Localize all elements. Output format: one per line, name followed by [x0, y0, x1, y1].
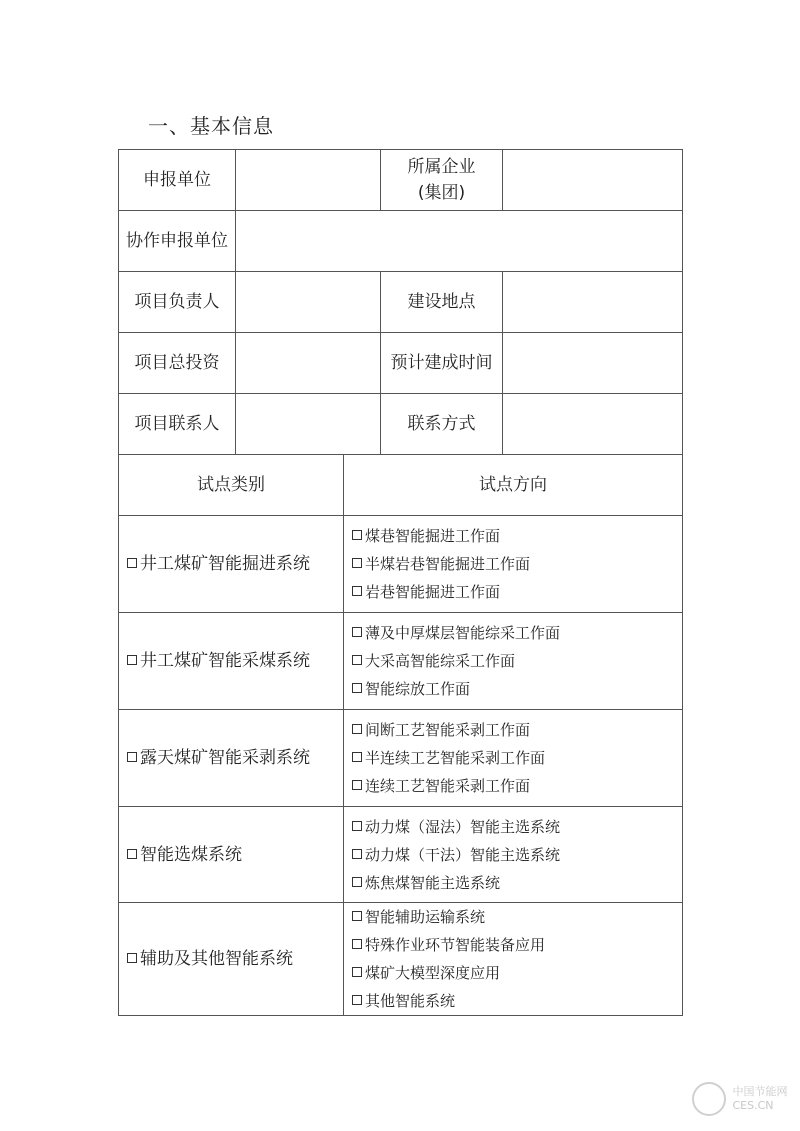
direction-label: 动力煤（干法）智能主选系统: [365, 845, 561, 864]
direction-option[interactable]: [352, 578, 682, 606]
direction-label: 特殊作业环节智能装备应用: [365, 936, 546, 954]
label-co-applicant: 协作申报单位: [119, 211, 236, 272]
watermark-logo-icon: [692, 1082, 726, 1116]
label-contact-method: 联系方式: [381, 394, 503, 455]
label-line: 所属企业: [407, 157, 476, 177]
header-category: 试点类别: [119, 455, 344, 516]
watermark-text: 中国节能网: [732, 1085, 788, 1098]
pilot-category[interactable]: [119, 807, 344, 903]
pilot-table: [118, 454, 683, 1016]
direction-label: 炼焦煤智能主选系统: [365, 873, 501, 892]
direction-label: 煤矿大模型深度应用: [365, 964, 501, 982]
direction-option[interactable]: [352, 619, 682, 647]
checkbox-icon[interactable]: [352, 724, 362, 734]
pilot-directions: [344, 903, 683, 1016]
checkbox-icon[interactable]: [352, 849, 362, 859]
pilot-directions: [344, 807, 683, 903]
checkbox-icon[interactable]: [352, 995, 362, 1005]
watermark: [692, 1082, 788, 1116]
category-label: 智能选煤系统: [140, 844, 242, 865]
direction-option[interactable]: [352, 675, 682, 703]
pilot-group-row: [119, 710, 683, 807]
label-applicant-unit: 申报单位: [119, 150, 236, 211]
direction-option[interactable]: [352, 841, 682, 869]
direction-option[interactable]: [352, 813, 682, 841]
label-line: (集团): [417, 183, 466, 203]
direction-label: 智能综放工作面: [365, 680, 471, 698]
field-project-leader[interactable]: [236, 272, 381, 333]
pilot-group-row: [119, 807, 683, 903]
label-parent-company: [381, 150, 503, 211]
direction-option[interactable]: [352, 931, 682, 959]
direction-option[interactable]: [352, 772, 682, 800]
direction-label: 间断工艺智能采剥工作面: [365, 721, 531, 739]
checkbox-icon[interactable]: [127, 558, 137, 568]
field-parent-company[interactable]: [503, 150, 683, 211]
category-label: 井工煤矿智能采煤系统: [140, 651, 310, 671]
pilot-category[interactable]: [119, 903, 344, 1016]
field-build-location[interactable]: [503, 272, 683, 333]
checkbox-icon[interactable]: [352, 939, 362, 949]
direction-label: 半连续工艺智能采剥工作面: [365, 749, 546, 767]
category-label: 辅助及其他智能系统: [140, 949, 293, 969]
direction-option[interactable]: [352, 959, 682, 987]
checkbox-icon[interactable]: [352, 821, 362, 831]
label-project-leader: 项目负责人: [119, 272, 236, 333]
pilot-directions: [344, 613, 683, 710]
field-co-applicant[interactable]: [236, 211, 683, 272]
direction-option[interactable]: [352, 903, 682, 931]
field-applicant-unit[interactable]: [236, 150, 381, 211]
category-label: 井工煤矿智能掘进系统: [140, 554, 310, 574]
pilot-group-row: [119, 903, 683, 1016]
pilot-category[interactable]: [119, 613, 344, 710]
checkbox-icon[interactable]: [127, 953, 137, 963]
checkbox-icon[interactable]: [127, 752, 137, 762]
pilot-group-row: [119, 516, 683, 613]
category-label: 露天煤矿智能采剥系统: [140, 748, 310, 768]
direction-label: 其他智能系统: [365, 992, 456, 1010]
direction-option[interactable]: [352, 522, 682, 550]
direction-label: 大采高智能综采工作面: [365, 652, 516, 670]
header-direction: 试点方向: [344, 455, 683, 516]
label-build-location: 建设地点: [381, 272, 503, 333]
direction-label: 薄及中厚煤层智能综采工作面: [365, 624, 561, 642]
direction-label: 连续工艺智能采剥工作面: [365, 777, 531, 795]
label-total-investment: 项目总投资: [119, 333, 236, 394]
field-expected-completion[interactable]: [503, 333, 683, 394]
checkbox-icon[interactable]: [352, 627, 362, 637]
basic-info-table: [118, 149, 683, 455]
direction-option[interactable]: [352, 987, 682, 1015]
watermark-text: CES.CN: [732, 1099, 774, 1112]
checkbox-icon[interactable]: [127, 849, 137, 859]
checkbox-icon[interactable]: [127, 655, 137, 665]
checkbox-icon[interactable]: [352, 877, 362, 887]
direction-label: 智能辅助运输系统: [365, 908, 486, 926]
direction-label: 半煤岩巷智能掘进工作面: [365, 555, 531, 573]
checkbox-icon[interactable]: [352, 586, 362, 596]
label-expected-completion: 预计建成时间: [381, 333, 503, 394]
field-project-contact[interactable]: [236, 394, 381, 455]
pilot-group-row: [119, 613, 683, 710]
field-contact-method[interactable]: [503, 394, 683, 455]
checkbox-icon[interactable]: [352, 911, 362, 921]
checkbox-icon[interactable]: [352, 683, 362, 693]
direction-option[interactable]: [352, 869, 682, 897]
direction-option[interactable]: [352, 744, 682, 772]
pilot-category[interactable]: [119, 710, 344, 807]
field-total-investment[interactable]: [236, 333, 381, 394]
pilot-category[interactable]: [119, 516, 344, 613]
direction-option[interactable]: [352, 716, 682, 744]
direction-option[interactable]: [352, 550, 682, 578]
direction-label: 煤巷智能掘进工作面: [365, 527, 501, 545]
checkbox-icon[interactable]: [352, 752, 362, 762]
checkbox-icon[interactable]: [352, 780, 362, 790]
direction-label: 动力煤（湿法）智能主选系统: [365, 817, 561, 836]
checkbox-icon[interactable]: [352, 655, 362, 665]
section-title: 一、基本信息: [148, 114, 274, 138]
pilot-directions: [344, 516, 683, 613]
checkbox-icon[interactable]: [352, 967, 362, 977]
direction-label: 岩巷智能掘进工作面: [365, 583, 501, 601]
direction-option[interactable]: [352, 647, 682, 675]
label-project-contact: 项目联系人: [119, 394, 236, 455]
checkbox-icon[interactable]: [352, 530, 362, 540]
pilot-directions: [344, 710, 683, 807]
checkbox-icon[interactable]: [352, 558, 362, 568]
